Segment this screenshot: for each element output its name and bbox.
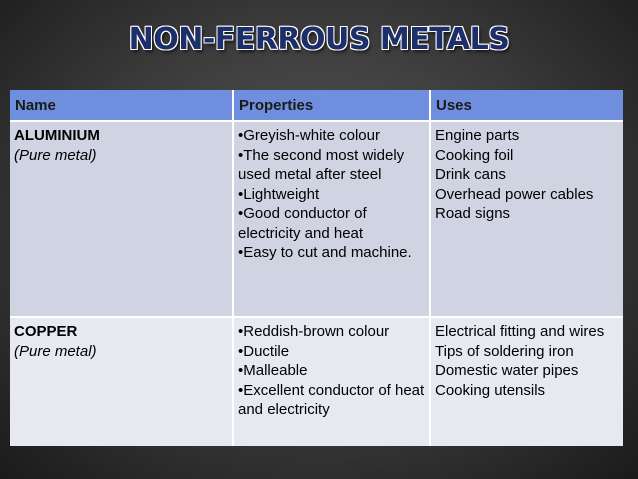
- property-item: •Good conductor of electricity and heat: [238, 205, 367, 242]
- column-header-name: Name: [10, 90, 233, 121]
- name-cell: [10, 317, 233, 446]
- property-item: •The second most widely used metal after steel: [238, 146, 405, 183]
- use-item: Cooking utensils: [435, 381, 546, 399]
- use-item: Engine parts: [435, 127, 520, 144]
- column-header-uses: Uses: [430, 90, 623, 121]
- use-item: Road signs: [435, 205, 511, 222]
- property-item: •Ductile: [238, 342, 290, 360]
- metals-table: [10, 90, 623, 446]
- use-item: Cooking foil: [435, 146, 514, 164]
- property-item: •Greyish-white colour: [238, 127, 380, 144]
- properties-cell: [233, 317, 430, 446]
- table-row: [10, 317, 623, 446]
- use-item: Drink cans: [435, 166, 506, 183]
- metal-name: COPPER: [14, 323, 78, 340]
- property-item: •Reddish-brown colour: [238, 323, 390, 340]
- properties-cell: [233, 121, 430, 317]
- metal-name: ALUMINIUM: [14, 127, 100, 144]
- uses-cell: [430, 121, 623, 317]
- use-item: Domestic water pipes: [435, 362, 579, 379]
- table-row: [10, 121, 623, 317]
- property-item: •Lightweight: [238, 185, 320, 203]
- use-item: Tips of soldering iron: [435, 342, 574, 360]
- property-item: •Malleable: [238, 362, 308, 379]
- metal-note: (Pure metal): [14, 342, 97, 360]
- uses-cell: [430, 317, 623, 446]
- column-header-properties: Properties: [233, 90, 430, 121]
- use-item: Electrical fitting and wires: [435, 323, 605, 340]
- table-header-row: [10, 90, 623, 121]
- metal-note: (Pure metal): [14, 146, 97, 164]
- slide-title: NON-FERROUS METALS: [128, 22, 510, 57]
- name-cell: [10, 121, 233, 317]
- property-item: •Easy to cut and machine.: [238, 244, 412, 261]
- use-item: Overhead power cables: [435, 185, 594, 203]
- property-item: •Excellent conductor of heat and electricity: [238, 381, 425, 418]
